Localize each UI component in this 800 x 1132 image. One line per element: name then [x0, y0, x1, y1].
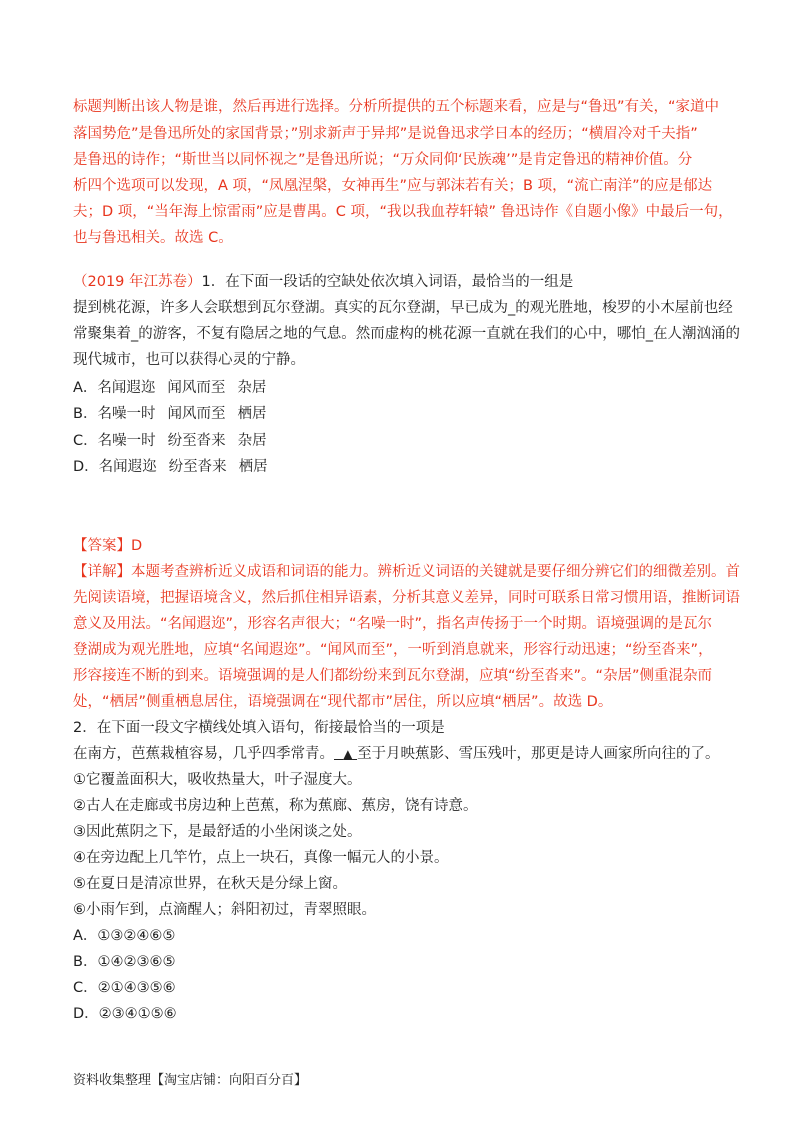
passage-text: 至于月映蕉影、雪压残叶，那更是诗人画家所向往的了。	[357, 746, 720, 762]
option-word: 栖居	[237, 406, 267, 422]
option-word: 名闻遐迩	[98, 459, 157, 475]
option-c	[73, 978, 176, 998]
sentence-2: ②古人在走廊或书房边种上芭蕉，称为蕉廊、蕉房，饶有诗意。	[73, 798, 478, 814]
page-footer: 资料收集整理【淘宝店铺：向阳百分百】	[73, 1073, 308, 1088]
option-word: 杂居	[237, 380, 267, 396]
passage-line: 常聚集着_的游客，不复有隐居之地的气息。然而虚构的桃花源一直就在我们的心中，哪怕_在人潮汹涌的	[73, 326, 740, 342]
option-word: 名噪一时	[97, 433, 156, 449]
option-letter: C．	[73, 433, 98, 449]
option-text: ①④②③⑥⑤	[97, 954, 176, 970]
question-source: （2019 年江苏卷）	[73, 274, 202, 290]
option-letter: A．	[73, 928, 98, 944]
option-d	[73, 1004, 177, 1024]
option-word: 名闻遐迩	[97, 380, 156, 396]
question-prompt: 2．在下面一段文字横线处填入语句，衔接最恰当的一项是	[73, 720, 445, 736]
option-d	[73, 457, 268, 477]
option-a	[73, 926, 175, 946]
blank-line	[334, 746, 357, 762]
option-word: 名噪一时	[97, 406, 156, 422]
option-word: 纷至沓来	[168, 459, 227, 475]
detail-line: 处，“栖居”侧重栖息居住，语境强调在“现代都市”居住，所以应填“栖居”。故选 D。	[73, 694, 613, 710]
question-prompt: 1．在下面一段话的空缺处依次填入词语，最恰当的一组是	[201, 274, 574, 290]
prev-explanation-line: 标题判断出该人物是谁，然后再进行选择。分析所提供的五个标题来看，应是与“鲁迅”有关，“家道中	[73, 99, 720, 115]
prev-explanation-line: 也与鲁迅相关。故选 C。	[73, 230, 233, 246]
passage-line	[73, 744, 720, 764]
sentence-5: ⑤在夏日是清凉世界，在秋天是分绿上窗。	[73, 876, 347, 892]
option-b	[73, 404, 266, 424]
option-word: 闻风而至	[167, 406, 226, 422]
option-a	[73, 378, 266, 398]
option-text: ①③②④⑥⑤	[97, 928, 176, 944]
option-text: ②③④①⑤⑥	[98, 1006, 177, 1022]
sentence-6: ⑥小雨乍到，点滴醒人；斜阳初过，青翠照眼。	[73, 902, 376, 918]
prev-explanation-line: 夫；D 项，“当年海上惊雷雨”应是曹禺。C 项，“我以我血荐轩辕” 鲁迅诗作《自题小像》中最后一句，	[73, 204, 733, 220]
passage-line: 现代城市，也可以获得心灵的宁静。	[73, 352, 305, 368]
detail-line: 登湖成为观光胜地，应填“名闻遐迩”。“闻风而至”，一听到消息就来，形容行动迅速；“纷至沓来”，	[73, 642, 713, 658]
answer: 【答案】D	[73, 538, 143, 554]
option-letter: A．	[73, 380, 98, 396]
detail-line: 先阅读语境，把握语境含义，然后抓住相异语素，分析其意义差异，同时可联系日常习惯用语，推断词语	[73, 590, 740, 606]
prev-explanation-line: 是鲁迅的诗作；“斯世当以同怀视之”是鲁迅所说；“万众同仰‘民族魂’”是肯定鲁迅的精神价值。分	[73, 152, 693, 168]
passage-text: 在南方，芭蕉栽植容易，几乎四季常青。	[73, 746, 334, 762]
option-c	[73, 431, 267, 451]
option-letter: B．	[73, 406, 98, 422]
passage-line: 提到桃花源，许多人会联想到瓦尔登湖。真实的瓦尔登湖，早已成为_的观光胜地，梭罗的小木屋前也经	[73, 300, 733, 316]
option-b	[73, 952, 175, 972]
detail-line: 意义及用法。“名闻遐迩”，形容名声很大；“名噪一时”，指名声传扬于一个时期。语境强调的是瓦尔	[73, 616, 713, 632]
option-letter: B．	[73, 954, 98, 970]
option-word: 纷至沓来	[167, 433, 226, 449]
option-word: 杂居	[237, 433, 267, 449]
prev-explanation-line: 落国势危”是鲁迅所处的家国背景；”别求新声于异邦”是说鲁迅求学日本的经历；“横眉冷对千夫指”	[73, 126, 698, 142]
detail-line: 【详解】本题考查辨析近义成语和词语的能力。辨析近义词语的关键就是要仔细分辨它们的细微差别。首	[73, 564, 740, 580]
sentence-1: ①它覆盖面积大，吸收热量大，叶子湿度大。	[73, 772, 362, 788]
option-letter: D．	[73, 459, 99, 475]
option-letter: C．	[73, 980, 98, 996]
option-word: 闻风而至	[167, 380, 226, 396]
prev-explanation-line: 析四个选项可以发现，A 项，“凤凰涅槃，女神再生”应与郭沫若有关；B 项，“流亡南洋”的应是郁达	[73, 178, 713, 194]
triangle-icon: ▲	[343, 747, 353, 761]
option-text: ②①④③⑤⑥	[97, 980, 176, 996]
option-letter: D．	[73, 1006, 99, 1022]
sentence-4: ④在旁边配上几竿竹，点上一块石，真像一幅元人的小景。	[73, 850, 449, 866]
sentence-3: ③因此蕉阴之下，是最舒适的小坐闲谈之处。	[73, 824, 362, 840]
option-word: 栖居	[238, 459, 268, 475]
detail-line: 形容接连不断的到来。语境强调的是人们都纷纷来到瓦尔登湖，应填“纷至沓来”。“杂居”侧重混杂而	[73, 668, 713, 684]
question-1-header	[73, 272, 573, 292]
